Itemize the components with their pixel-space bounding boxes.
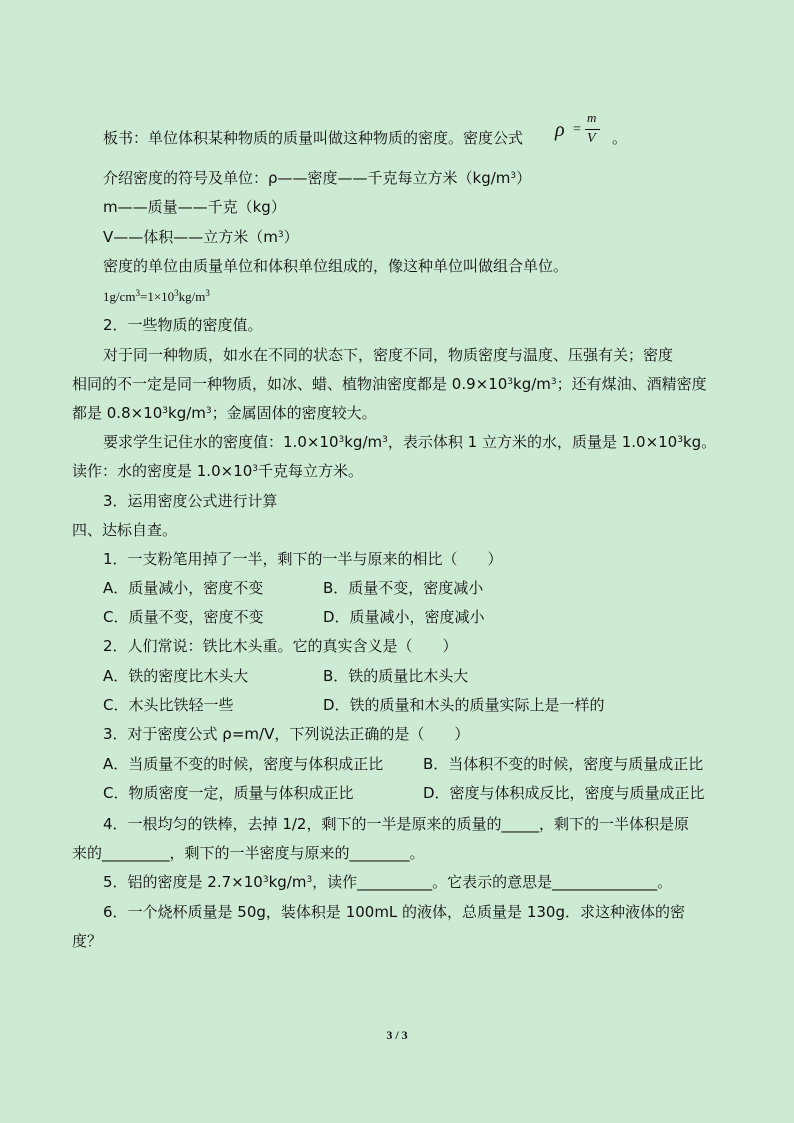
board-text: 板书：单位体积某种物质的质量叫做这种物质的密度。密度公式	[103, 129, 524, 147]
exponent: 3	[162, 406, 169, 416]
exponent: 3	[550, 377, 557, 387]
option-text: C．质量不变，密度不变	[103, 608, 264, 626]
question-text: 1．一支粉笔用掉了一半，剩下的一半与原来的相比（ ）	[103, 550, 503, 568]
option-text: A．质量减小，密度不变	[103, 579, 264, 597]
exponent: 3	[174, 288, 179, 298]
para1-text: 对于同一种物质，如水在不同的状态下，密度不同，物质密度与温度、压强有关；密度	[103, 346, 674, 364]
question-text: 2．人们常说：铁比木头重。它的真实含义是（ ）	[103, 637, 458, 655]
option-text: A．当质量不变的时候，密度与体积成正比	[103, 755, 384, 773]
compound-unit-line	[103, 256, 568, 276]
volume-close: ）	[283, 228, 299, 246]
conversion-part: 1g/cm	[103, 289, 136, 304]
q3-option-a	[103, 754, 383, 774]
mass-text: m——质量——千克（kg）	[103, 198, 286, 216]
para1-text: ；金属固体的密度较大。	[211, 404, 377, 422]
compound-unit-text: 密度的单位由质量单位和体积单位组成的，像这种单位叫做组合单位。	[103, 257, 569, 275]
para1-line1	[103, 345, 673, 365]
question-text: 来的_________，剩下的一半密度与原来的________。	[72, 844, 425, 862]
exponent: 3	[135, 288, 140, 298]
para2-text: 要求学生记住水的密度值：1.0×10	[103, 433, 339, 451]
exponent: 3	[677, 435, 683, 445]
para2-text: 读作：水的密度是 1.0×10	[72, 462, 253, 480]
exponent: 3	[510, 171, 517, 181]
q6-line2	[72, 931, 102, 951]
conversion-part: kg/m	[178, 289, 206, 304]
q2-option-c	[103, 695, 233, 715]
para1-text: kg/m	[168, 404, 206, 422]
conversion-part: =1×10	[140, 289, 175, 304]
option-text: C．物质密度一定，质量与体积成正比	[103, 784, 354, 802]
q3-stem	[103, 724, 469, 744]
section4-title	[72, 520, 177, 540]
question-text: ，读作__________。它表示的意思是______________。	[312, 873, 673, 891]
question-text: 4．一根均匀的铁棒，去掉 1/2，剩下的一半是原来的质量的_____，剩下的一半体积是原	[103, 815, 689, 833]
q1-option-a	[103, 578, 263, 598]
exponent: 3	[252, 464, 259, 474]
exponent: 3	[507, 377, 514, 387]
section3-title	[103, 491, 278, 511]
option-text: B．质量不变，密度减小	[323, 579, 484, 597]
option-text: A．铁的密度比木头大	[103, 667, 249, 685]
option-text: D．铁的质量和木头的质量实际上是一样的	[323, 696, 605, 714]
option-text: B．当体积不变的时候，密度与质量成正比	[423, 755, 704, 773]
para1-text: ；还有煤油、酒精密度	[556, 375, 707, 393]
conversion-line	[103, 287, 210, 307]
q2-option-b	[323, 666, 468, 686]
question-text: 6．一个烧杯质量是 50g，装体积是 100mL 的液体，总质量是 130g．求这种液体的密	[103, 903, 685, 921]
q5-line	[103, 872, 672, 892]
exponent: 3	[262, 875, 269, 885]
option-text: C．木头比铁轻一些	[103, 696, 234, 714]
formula-equals: =	[573, 122, 581, 137]
volume-text: V——体积——立方米（m	[103, 228, 278, 246]
units-intro-line	[103, 168, 531, 188]
q2-stem	[103, 636, 458, 656]
q6-line1	[103, 902, 685, 922]
exponent: 3	[306, 875, 313, 885]
volume-line	[103, 227, 299, 247]
para1-text: 相同的不一定是同一种物质，如冰、蜡、植物油密度都是 0.9×10	[72, 375, 508, 393]
q4-line2	[72, 843, 425, 863]
formula-rho: ρ	[555, 119, 565, 141]
section2-text: 2．一些物质的密度值。	[103, 316, 263, 334]
board-period: 。	[612, 129, 628, 147]
question-text: 3．对于密度公式 ρ=m/V，下列说法正确的是（ ）	[103, 725, 470, 743]
exponent: 3	[277, 230, 284, 240]
para2-text: kg/m	[344, 433, 383, 451]
para2-line2	[72, 461, 363, 481]
q2-option-d	[323, 695, 605, 715]
para2-line1	[103, 432, 716, 452]
question-text: kg/m	[268, 873, 307, 891]
density-formula	[555, 110, 609, 152]
para1-text: kg/m	[513, 375, 551, 393]
mass-line	[103, 197, 286, 217]
question-text: 5．铝的密度是 2.7×10	[103, 873, 263, 891]
q3-option-d	[423, 783, 705, 803]
para2-text: kg。	[682, 433, 717, 451]
para1-text: 都是 0.8×10	[72, 404, 163, 422]
q3-option-b	[423, 754, 703, 774]
section4-text: 四、达标自查。	[72, 521, 178, 539]
formula-numerator: m	[587, 110, 597, 125]
exponent: 3	[382, 435, 388, 445]
formula-fraction-bar	[585, 129, 600, 130]
option-text: D．密度与体积成反比，密度与质量成正比	[423, 784, 705, 802]
exponent: 3	[205, 288, 210, 298]
q4-line1	[103, 814, 689, 834]
board-line	[103, 128, 523, 148]
q3-option-c	[103, 783, 353, 803]
para1-line3	[72, 403, 377, 423]
q2-option-a	[103, 666, 248, 686]
para2-text: 千克每立方米。	[258, 462, 364, 480]
para1-line2	[72, 374, 707, 394]
option-text: D．质量减小，密度减小	[323, 608, 485, 626]
units-intro-close: ）	[516, 169, 532, 187]
para2-text: ，表示体积 1 立方米的水，质量是 1.0×10	[387, 433, 678, 451]
question-text: 度？	[72, 932, 103, 950]
q1-option-c	[103, 607, 263, 627]
section2-title	[103, 315, 263, 335]
section3-text: 3．运用密度公式进行计算	[103, 492, 278, 510]
page-number: 3 / 3	[386, 1028, 408, 1042]
board-end	[612, 128, 627, 148]
exponent: 3	[205, 406, 212, 416]
exponent: 3	[338, 435, 345, 445]
q1-option-d	[323, 607, 485, 627]
q1-option-b	[323, 578, 483, 598]
q1-stem	[103, 549, 503, 569]
option-text: B．铁的质量比木头大	[323, 667, 469, 685]
formula-denominator: V	[587, 131, 596, 146]
units-intro-text: 介绍密度的符号及单位：ρ——密度——千克每立方米（kg/m	[103, 169, 511, 187]
